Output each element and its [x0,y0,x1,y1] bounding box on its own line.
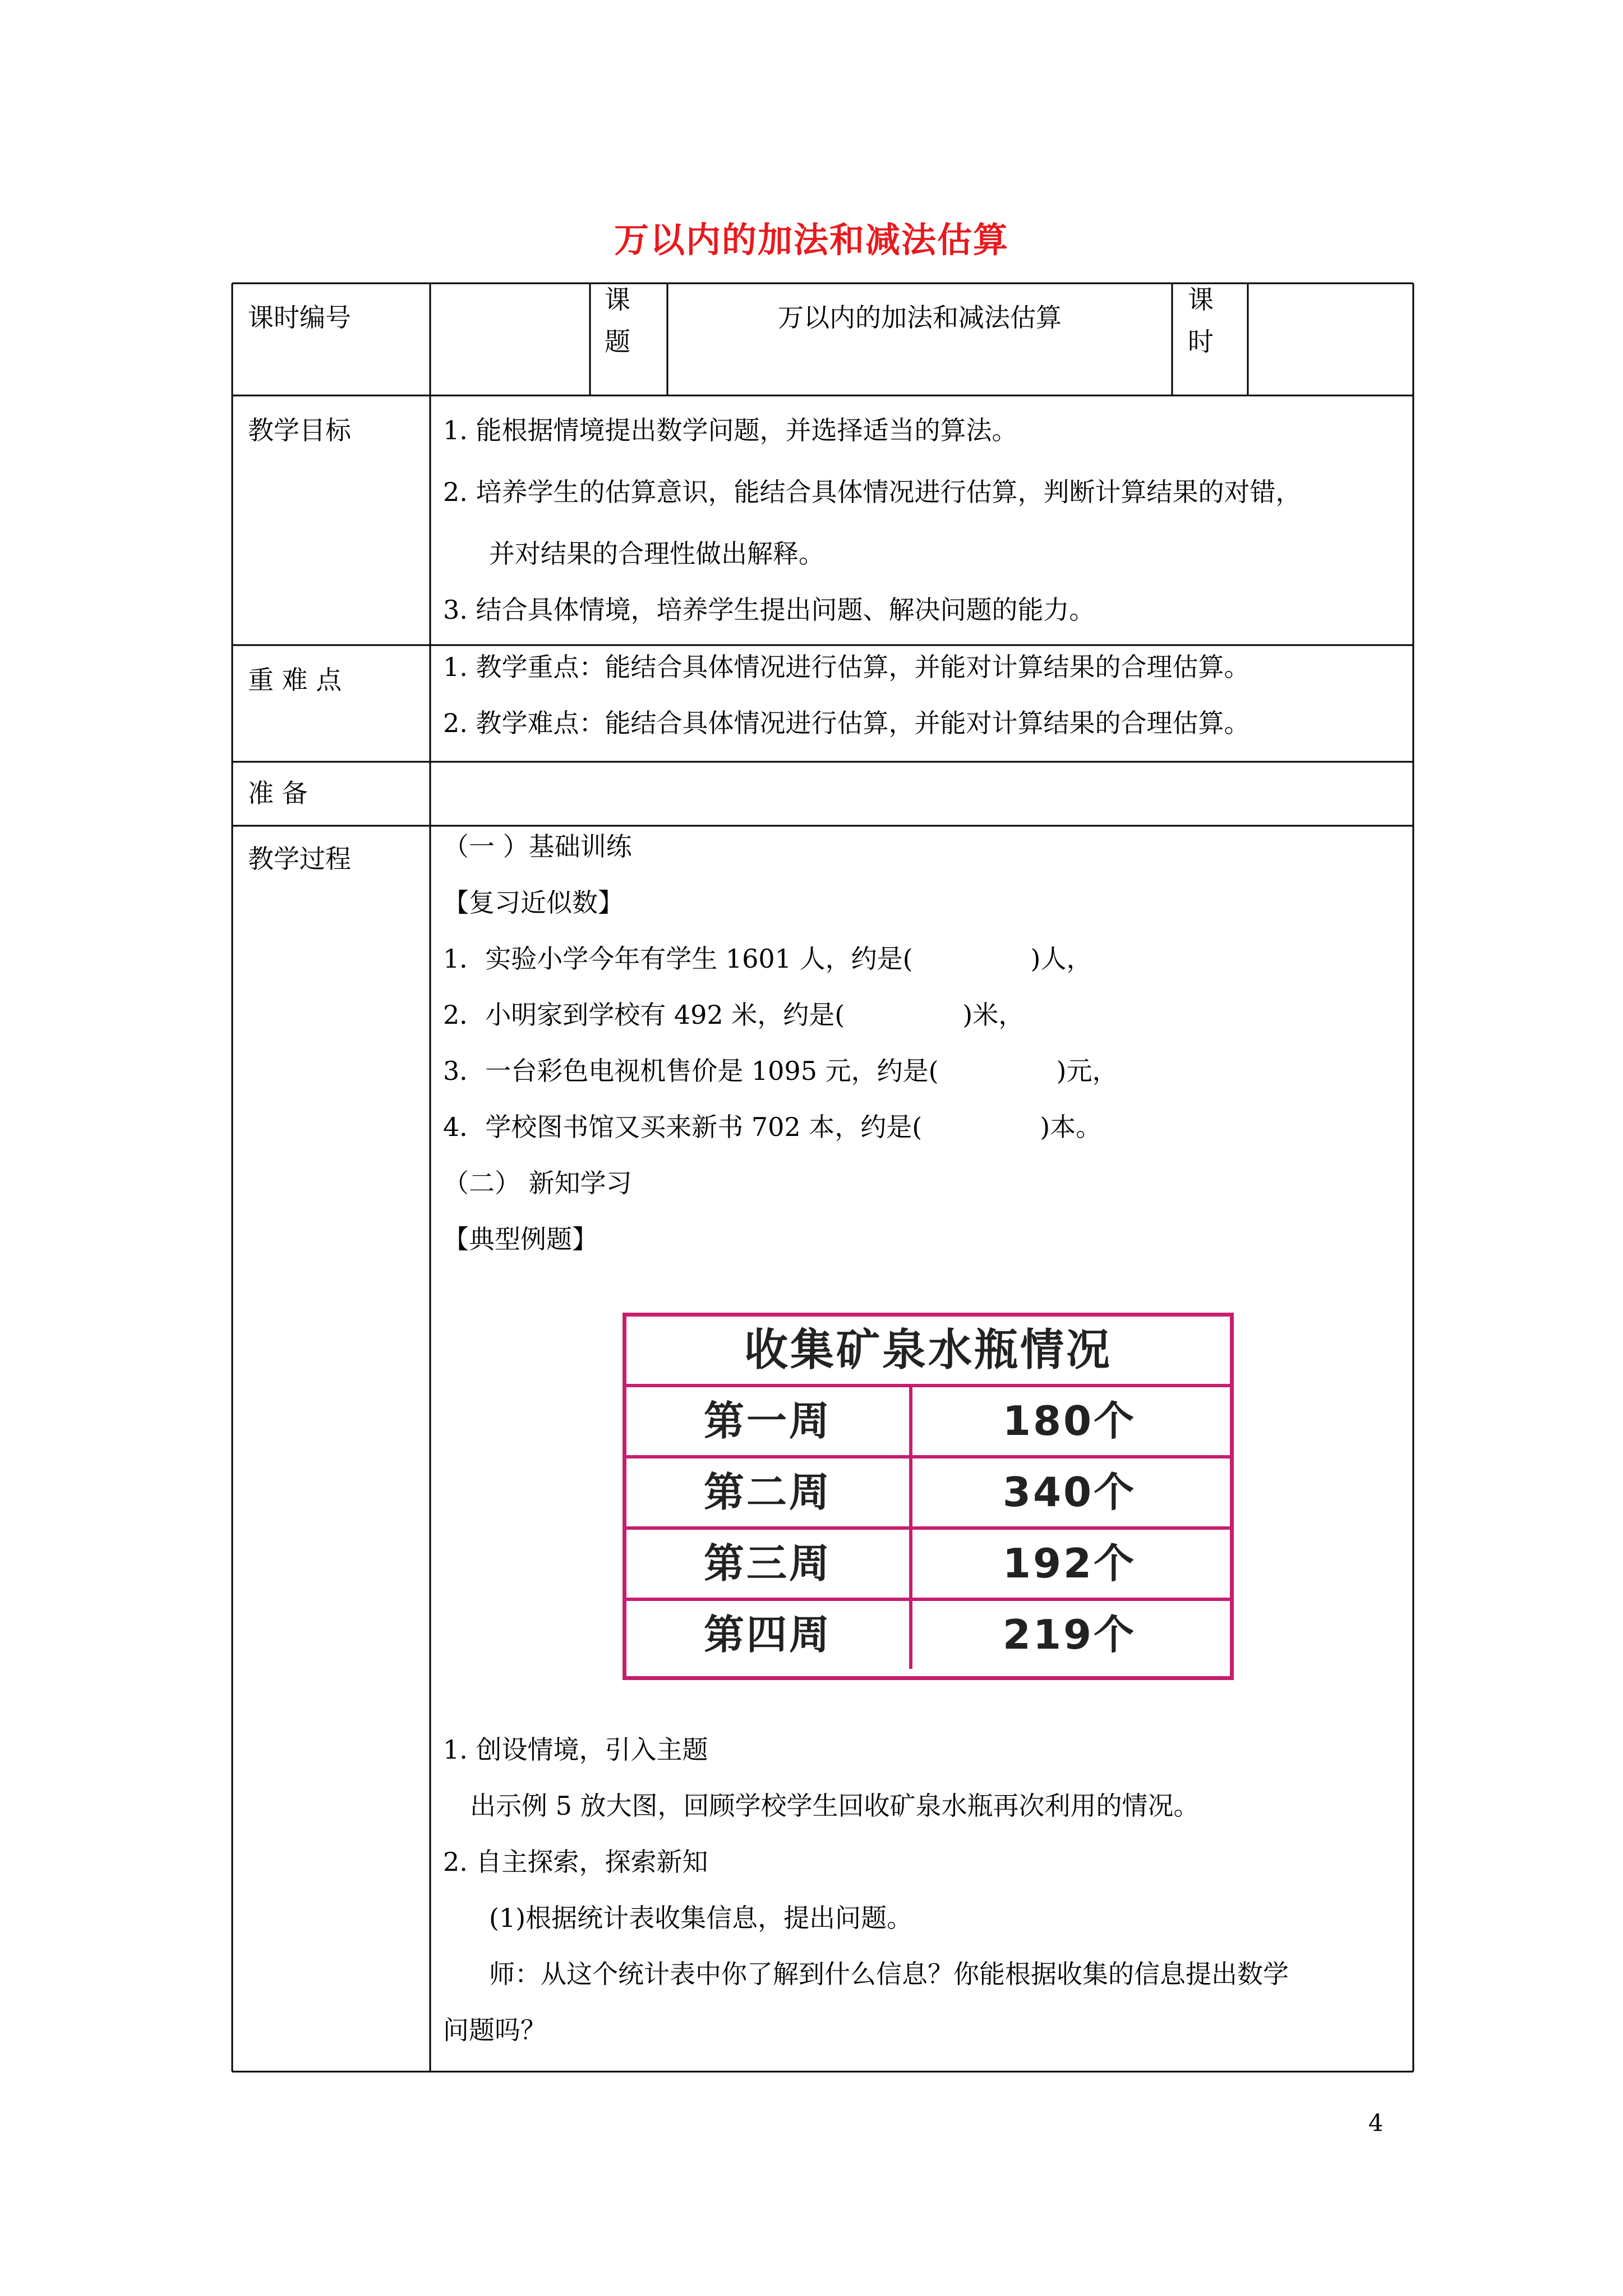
teacher-prompt-line-2: 问题吗？ [443,2015,546,2045]
stat-count: 180个 [1002,1397,1137,1444]
topic-label-char-1: 课 [605,284,630,315]
stat-table-row [626,1384,1230,1455]
review-heading: 【复习近似数】 [443,887,624,918]
lesson-number-label: 课时编号 [248,302,351,333]
bottle-collection-table [623,1313,1234,1680]
period-label-char-2: 时 [1188,326,1214,357]
example-heading: 【典型例题】 [443,1224,598,1254]
question-2: 2．小明家到学校有 492 米，约是( )米， [443,1000,1025,1030]
stat-count: 219个 [1002,1611,1137,1658]
stat-count: 192个 [1002,1540,1137,1587]
stat-week: 第四周 [626,1601,912,1669]
stat-week: 第三周 [626,1530,912,1598]
stat-table-row [626,1598,1230,1669]
teacher-prompt-line-1: 师：从这个统计表中你了解到什么信息？你能根据收集的信息提出数学 [489,1959,1289,1989]
topic-label-char-2: 题 [605,326,630,357]
stat-table-row [626,1455,1230,1526]
step-2-subtitle: (1)根据统计表收集信息，提出问题。 [489,1903,913,1933]
period-label-char-1: 课 [1188,284,1214,315]
objective-item-1: 1. 能根据情境提出数学问题，并选择适当的算法。 [443,415,1018,445]
document-title: 万以内的加法和减法估算 [614,219,1009,260]
stat-table-title: 收集矿泉水瓶情况 [744,1325,1112,1375]
process-label: 教学过程 [248,844,351,874]
section-basic-training: （一 ）基础训练 [443,831,632,862]
stat-week: 第二周 [626,1458,912,1526]
objectives-label: 教学目标 [248,415,351,445]
question-3: 3．一台彩色电视机售价是 1095 元，约是( )元， [443,1056,1118,1086]
key-point-1: 1. 教学重点：能结合具体情况进行估算，并能对计算结果的合理估算。 [443,652,1250,682]
objective-item-3: 3. 结合具体情境，培养学生提出问题、解决问题的能力。 [443,595,1095,625]
stat-count: 340个 [1002,1469,1137,1516]
preparation-label: 准 备 [248,778,308,808]
stat-week: 第一周 [626,1387,912,1455]
key-point-2: 2. 教学难点：能结合具体情况进行估算，并能对计算结果的合理估算。 [443,708,1250,738]
page-number: 4 [1368,2109,1384,2137]
objective-item-2-cont: 并对结果的合理性做出解释。 [489,539,824,569]
key-points-label: 重 难 点 [248,665,342,695]
objective-item-2: 2. 培养学生的估算意识，能结合具体情况进行估算，判断计算结果的对错， [443,477,1302,507]
step-1-title: 1. 创设情境，引入主题 [443,1734,708,1765]
question-1: 1．实验小学今年有学生 1601 人，约是( )人， [443,944,1092,974]
topic-value: 万以内的加法和减法估算 [778,302,1062,333]
question-4: 4．学校图书馆又买来新书 702 本，约是( )本。 [443,1112,1102,1142]
step-1-text: 出示例 5 放大图，回顾学校学生回收矿泉水瓶再次利用的情况。 [470,1791,1200,1821]
stat-table-row [626,1526,1230,1598]
section-new-knowledge: （二） 新知学习 [443,1168,632,1198]
step-2-title: 2. 自主探索，探索新知 [443,1847,708,1877]
